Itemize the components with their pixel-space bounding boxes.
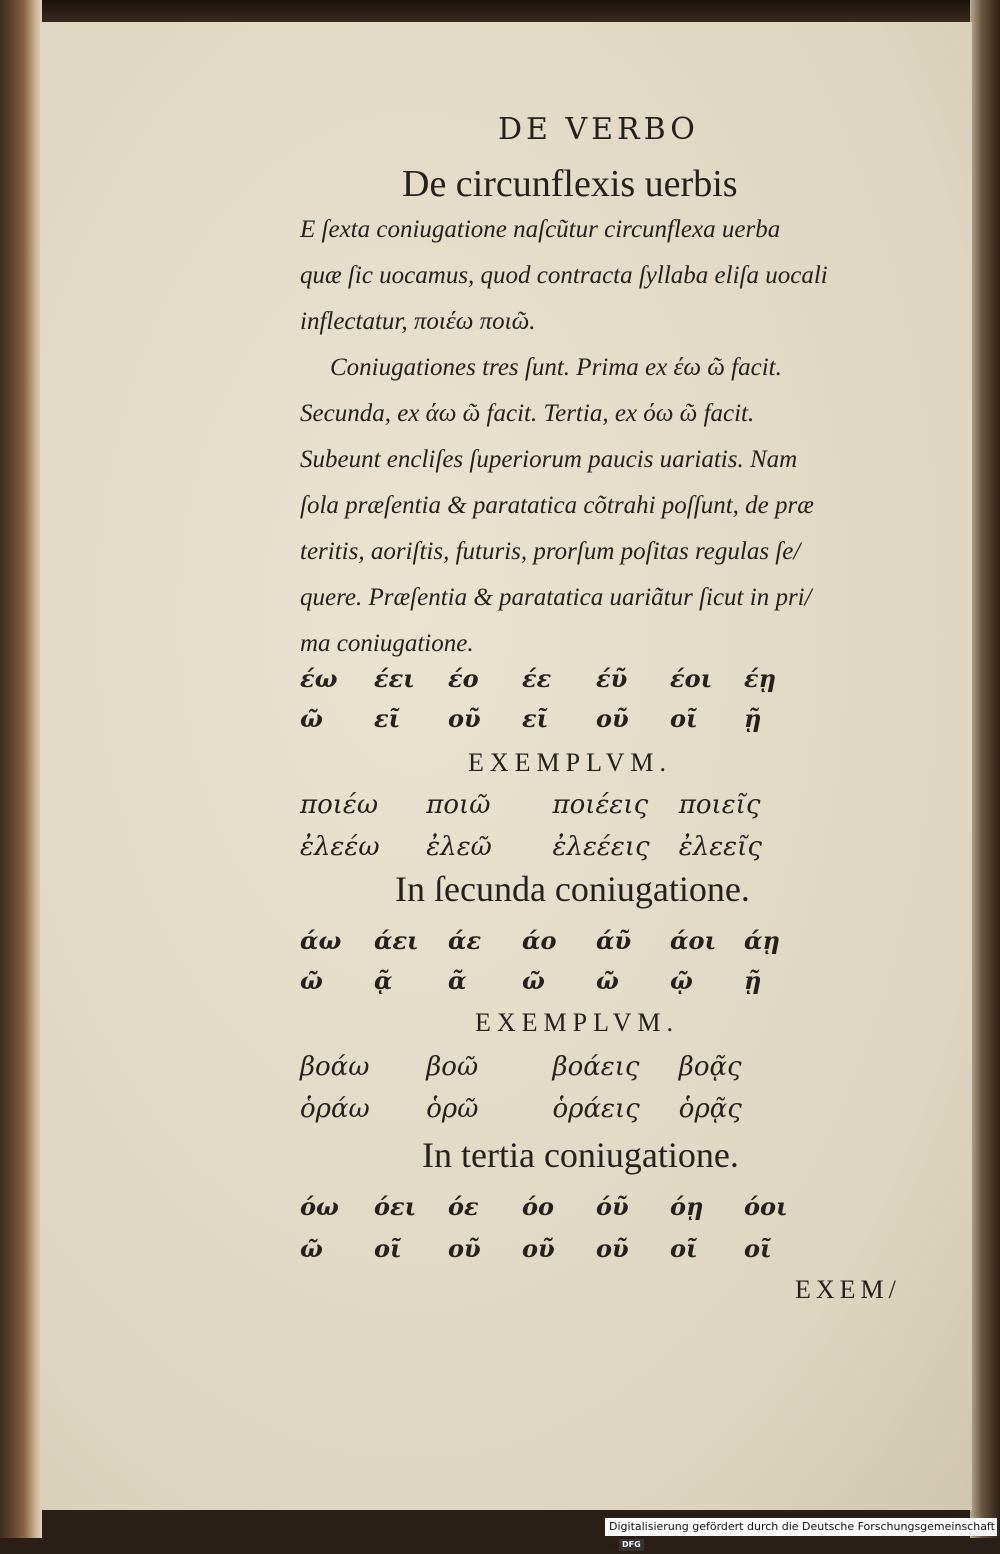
ending: όοι (744, 1192, 788, 1221)
ending: ῷ (670, 966, 693, 995)
ending: έο (448, 664, 479, 693)
example-word: ἐλεῶ (426, 832, 492, 862)
ending: άῦ (596, 926, 632, 955)
ending: έῃ (744, 664, 777, 693)
ending: οῦ (596, 704, 629, 733)
example-word: ὁρᾷς (678, 1094, 742, 1124)
paragraph-line: inflectatur, ποιέω ποιῶ. (300, 308, 536, 335)
ending: ῇ (744, 966, 762, 995)
catchword: EXEM/ (795, 1275, 901, 1304)
section-heading: De circunflexis uerbis (402, 163, 738, 205)
example-word: ἐλεεῖς (678, 832, 762, 862)
endings-row (300, 1192, 820, 1226)
ending: όει (374, 1192, 417, 1221)
sub-heading-third: In tertia coniugatione. (422, 1135, 739, 1175)
example-line (300, 1094, 797, 1124)
ending: οῖ (670, 704, 698, 733)
example-word: ποιέω (300, 790, 379, 820)
ending: ᾶ (448, 966, 467, 995)
ending: ᾷ (374, 966, 393, 995)
ending: ῶ (300, 704, 323, 733)
example-label: EXEMPLVM. (475, 1008, 680, 1037)
example-line (300, 1052, 797, 1082)
endings-row (300, 1234, 820, 1268)
dfg-logo-icon: DFG (619, 1539, 644, 1551)
ending: οῦ (448, 704, 481, 733)
ending: όῃ (670, 1192, 704, 1221)
paragraph-line: Secunda, ex άω ῶ facit. Tertia, ex όω ῶ facit. (300, 400, 755, 427)
example-word: ποιῶ (426, 790, 491, 820)
example-word: βοάω (300, 1052, 370, 1082)
example-word: βοῶ (426, 1052, 479, 1082)
ending: άει (374, 926, 419, 955)
ending: όω (300, 1192, 339, 1221)
book-top-edge (0, 0, 1000, 22)
example-word: ὁράεις (552, 1094, 640, 1124)
paragraph-line: ma coniugatione. (300, 630, 474, 657)
ending: άο (522, 926, 557, 955)
paragraph-line: E ſexta coniugatione naſcũtur circunflexa uerba (300, 216, 781, 243)
ending: ῶ (300, 966, 323, 995)
example-line (300, 832, 797, 862)
example-word: ποιεῖς (678, 790, 761, 820)
example-word: βοᾷς (678, 1052, 742, 1082)
ending: άοι (670, 926, 717, 955)
ending: οῖ (374, 1234, 402, 1263)
digitization-footer (605, 1518, 997, 1551)
example-word: ποιέεις (552, 790, 649, 820)
ending: ῶ (596, 966, 619, 995)
book-binding (0, 0, 42, 1538)
ending: όε (448, 1192, 479, 1221)
ending: εῖ (374, 704, 401, 733)
ending: οῦ (596, 1234, 629, 1263)
ending: έω (300, 664, 338, 693)
endings-row (300, 966, 820, 1000)
ending: έοι (670, 664, 713, 693)
paragraph-line: quæ ſic uocamus, quod contracta ſyllaba eliſa uocali (300, 262, 828, 289)
book-right-edge (970, 0, 1000, 1538)
example-word: ἐλεέεις (552, 832, 650, 862)
ending: έει (374, 664, 415, 693)
ending: ῶ (522, 966, 545, 995)
ending: όο (522, 1192, 555, 1221)
example-word: ἐλεέω (300, 832, 380, 862)
ending: οῦ (522, 1234, 555, 1263)
ending: άω (300, 926, 342, 955)
endings-row (300, 664, 820, 698)
endings-row (300, 926, 820, 960)
sub-heading-second: In ſecunda coniugatione. (395, 869, 750, 909)
paragraph-line: Coniugationes tres ſunt. Prima ex έω ῶ facit. (330, 354, 782, 381)
example-word: βοάεις (552, 1052, 640, 1082)
footer-text: Digitalisierung gefördert durch die Deutsche Forschungsgemeinschaft · (609, 1520, 995, 1551)
paragraph-line: ſola præſentia & paratatica cõtrahi poſſunt, de præ (300, 492, 814, 519)
ending: οῦ (448, 1234, 481, 1263)
running-head: DE VERBO (498, 112, 699, 147)
ending: έῦ (596, 664, 628, 693)
ending: άῃ (744, 926, 780, 955)
endings-row (300, 704, 820, 738)
ending: άε (448, 926, 482, 955)
paragraph-line: Subeunt encliſes ſuperiorum paucis uariatis. Nam (300, 446, 798, 473)
ending: ῶ (300, 1234, 323, 1263)
ending: όῦ (596, 1192, 629, 1221)
example-word: ὁρῶ (426, 1094, 479, 1124)
ending: ῇ (744, 704, 762, 733)
ending: οῖ (744, 1234, 772, 1263)
ending: οῖ (670, 1234, 698, 1263)
paragraph-line: quere. Præſentia & paratatica uariãtur ſicut in pri/ (300, 584, 812, 611)
paragraph-line: teritis, aoriſtis, futuris, prorſum poſitas regulas ſe/ (300, 538, 801, 565)
example-label: EXEMPLVM. (468, 748, 673, 777)
example-word: ὁράω (300, 1094, 370, 1124)
ending: εῖ (522, 704, 549, 733)
example-line (300, 790, 797, 820)
ending: έε (522, 664, 552, 693)
